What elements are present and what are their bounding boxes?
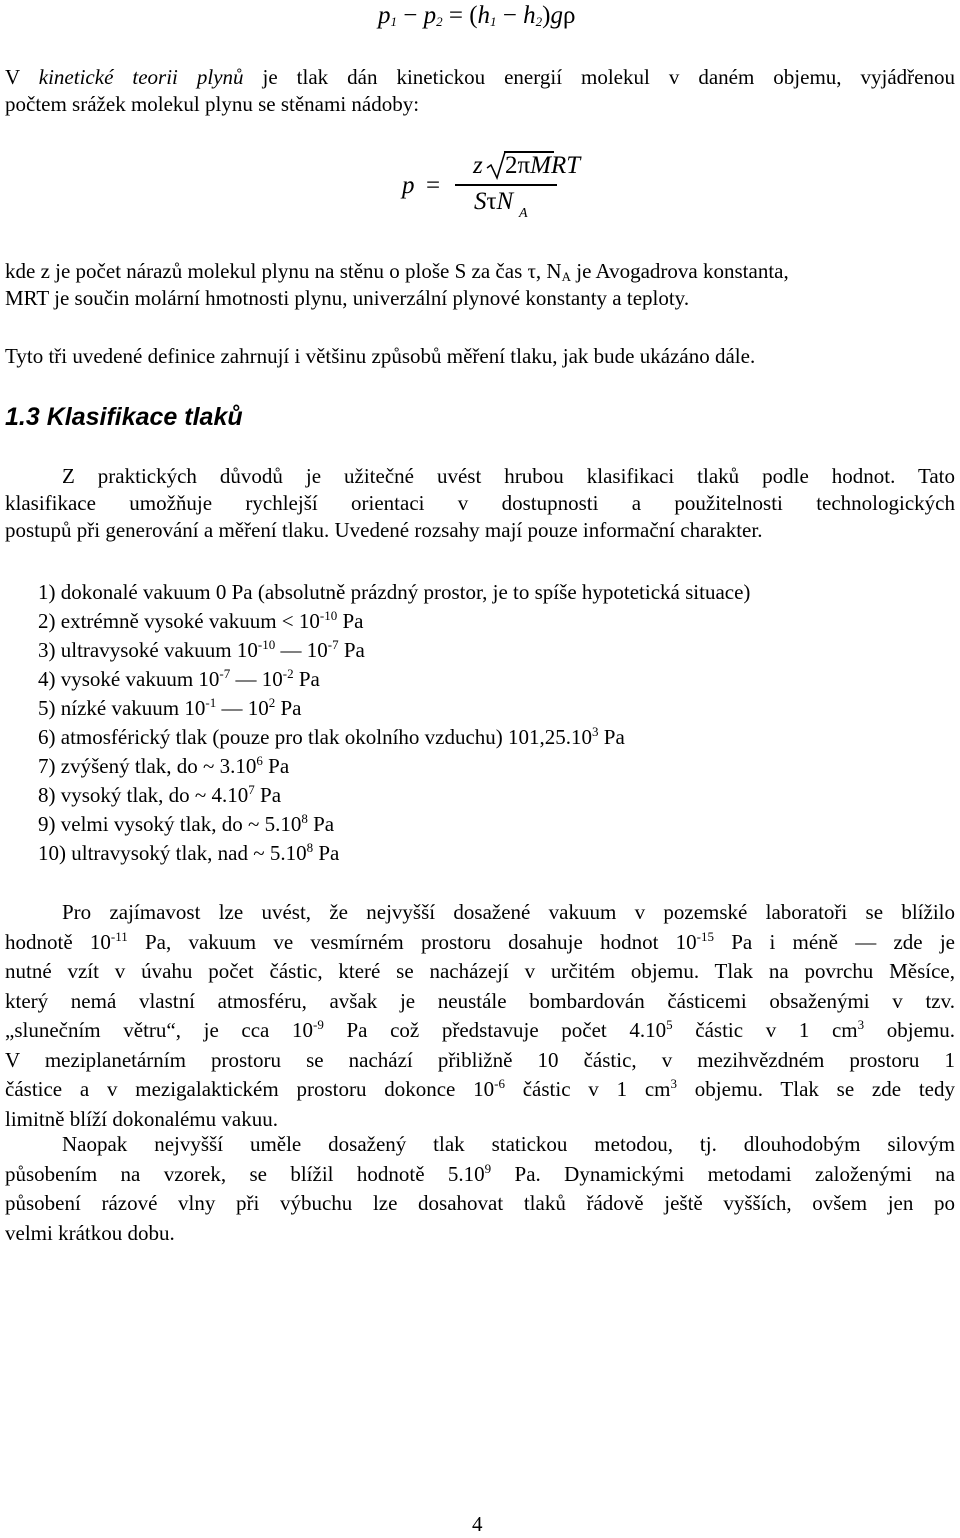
paragraph-line: částice a v mezigalaktickém prostoru dokonce $10^{-6}$ částic v 1 $cm^3$ objemu. Tlak se zde tedy: [5, 1076, 955, 1101]
equation-pressure-difference: $p_1 - p_2 = (h_1 - h_2)g\rho$: [378, 2, 576, 29]
paragraph-classification: [5, 463, 955, 544]
paragraph-definitions: Tyto tři uvedené definice zahrnují i většinu způsobů měření tlaku, jak bude ukázáno dále.: [5, 344, 756, 368]
paragraph-line: limitně blíží dokonalému vakuu.: [5, 1106, 278, 1131]
list-item: 10) ultravysoký tlak, nad ~ 5.10$^8$ Pa: [38, 840, 340, 865]
paragraph-line: působením na vzorek, se blížil hodnotě 5.10$^9$ Pa. Dynamickými metodami založenými na: [5, 1160, 955, 1186]
paragraph-opposite: [5, 1130, 955, 1248]
paragraph-line: MRT je součin molární hmotnosti plynu, univerzální plynové konstanty a teploty.: [5, 286, 690, 310]
list-item: 2) extrémně vysoké vakuum < $10^{-10}$ Pa: [38, 608, 364, 633]
list-item: 8) vysoký tlak, do ~ 4.10$^7$ Pa: [38, 782, 282, 807]
paragraph-line: působení rázové vlny při výbuchu lze dosahovat tlaků řádově ještě vyšších, ovšem jen po: [5, 1191, 955, 1215]
paragraph-line: Pro zajímavost lze uvést, že nejvyšší dosažené vakuum v pozemské laboratoři se blížilo: [62, 900, 955, 924]
list-item: 3) ultravysoké vakuum $10^{-10}$ — $10^{-7}$ Pa: [38, 637, 365, 662]
equation-kinetic-pressure: p = z 2πMRT SτN A: [402, 152, 581, 221]
list-item: 6) atmosférický tlak (pouze pro tlak okolního vzduchu) 101,25.10$^3$ Pa: [38, 724, 625, 749]
paragraph-interest: [5, 898, 955, 1134]
paragraph-line: hodnotě $10^{-11}$ Pa, vakuum ve vesmírném prostoru dosahuje hodnot $10^{-15}$ Pa i méně — zde je: [5, 928, 955, 954]
section-heading: 1.3 Klasifikace tlaků: [5, 403, 243, 431]
section-heading-wrapper: [5, 402, 243, 432]
fraction-bar: [455, 184, 557, 186]
list-item: 9) velmi vysoký tlak, do ~ 5.10$^8$ Pa: [38, 811, 335, 836]
page-number: 4: [472, 1512, 483, 1536]
paragraph-line: který nemá vlastní atmosféru, avšak je neustále bombardován částicemi obsaženými v tzv.: [5, 988, 955, 1013]
paragraph-where: [5, 258, 955, 312]
paragraph-line: postupů při generování a měření tlaku. Uvedené rozsahy mají pouze informační charakter.: [5, 518, 763, 542]
paragraph-line: V kinetické teorii plynů je tlak dán kinetickou energií molekul v daném objemu, vyjádřenou: [5, 65, 955, 89]
list-item: 1) dokonalé vakuum 0 Pa (absolutně prázdný prostor, je to spíše hypotetická situace): [38, 580, 751, 604]
paragraph-line: kde z je počet nárazů molekul plynu na stěnu o ploše S za čas τ, $N_A$ je Avogadrova konstanta,: [5, 259, 789, 284]
paragraph-line: nutné vzít v úvahu počet částic, které se nacházejí v určitém objemu. Tlak na povrchu Měsíce,: [5, 959, 955, 983]
paragraph-line: velmi krátkou dobu.: [5, 1220, 175, 1245]
paragraph-line: „slunečním větru“, je cca $10^{-9}$ Pa což představuje počet 4.10$^5$ částic v 1 $cm^3$ objemu.: [5, 1017, 955, 1042]
list-item: 4) vysoké vakuum $10^{-7}$ — $10^{-2}$ Pa: [38, 666, 320, 691]
paragraph-line: Z praktických důvodů je užitečné uvést hrubou klasifikaci tlaků podle hodnot. Tato: [62, 464, 955, 488]
paragraph-line: V meziplanetárním prostoru se nachází přibližně 10 částic, v mezihvězdném prostoru 1: [5, 1047, 955, 1072]
list-item: 7) zvýšený tlak, do ~ 3.10$^6$ Pa: [38, 753, 290, 778]
paragraph-line: Naopak nejvyšší uměle dosažený tlak statickou metodou, tj. dlouhodobým silovým: [62, 1132, 955, 1156]
list-item: 5) nízké vakuum $10^{-1}$ — $10^2$ Pa: [38, 695, 302, 720]
paragraph-line: klasifikace umožňuje rychlejší orientaci v dostupnosti a použitelnosti technologických: [5, 491, 955, 515]
paragraph-line: počtem srážek molekul plynu se stěnami nádoby:: [5, 92, 420, 116]
